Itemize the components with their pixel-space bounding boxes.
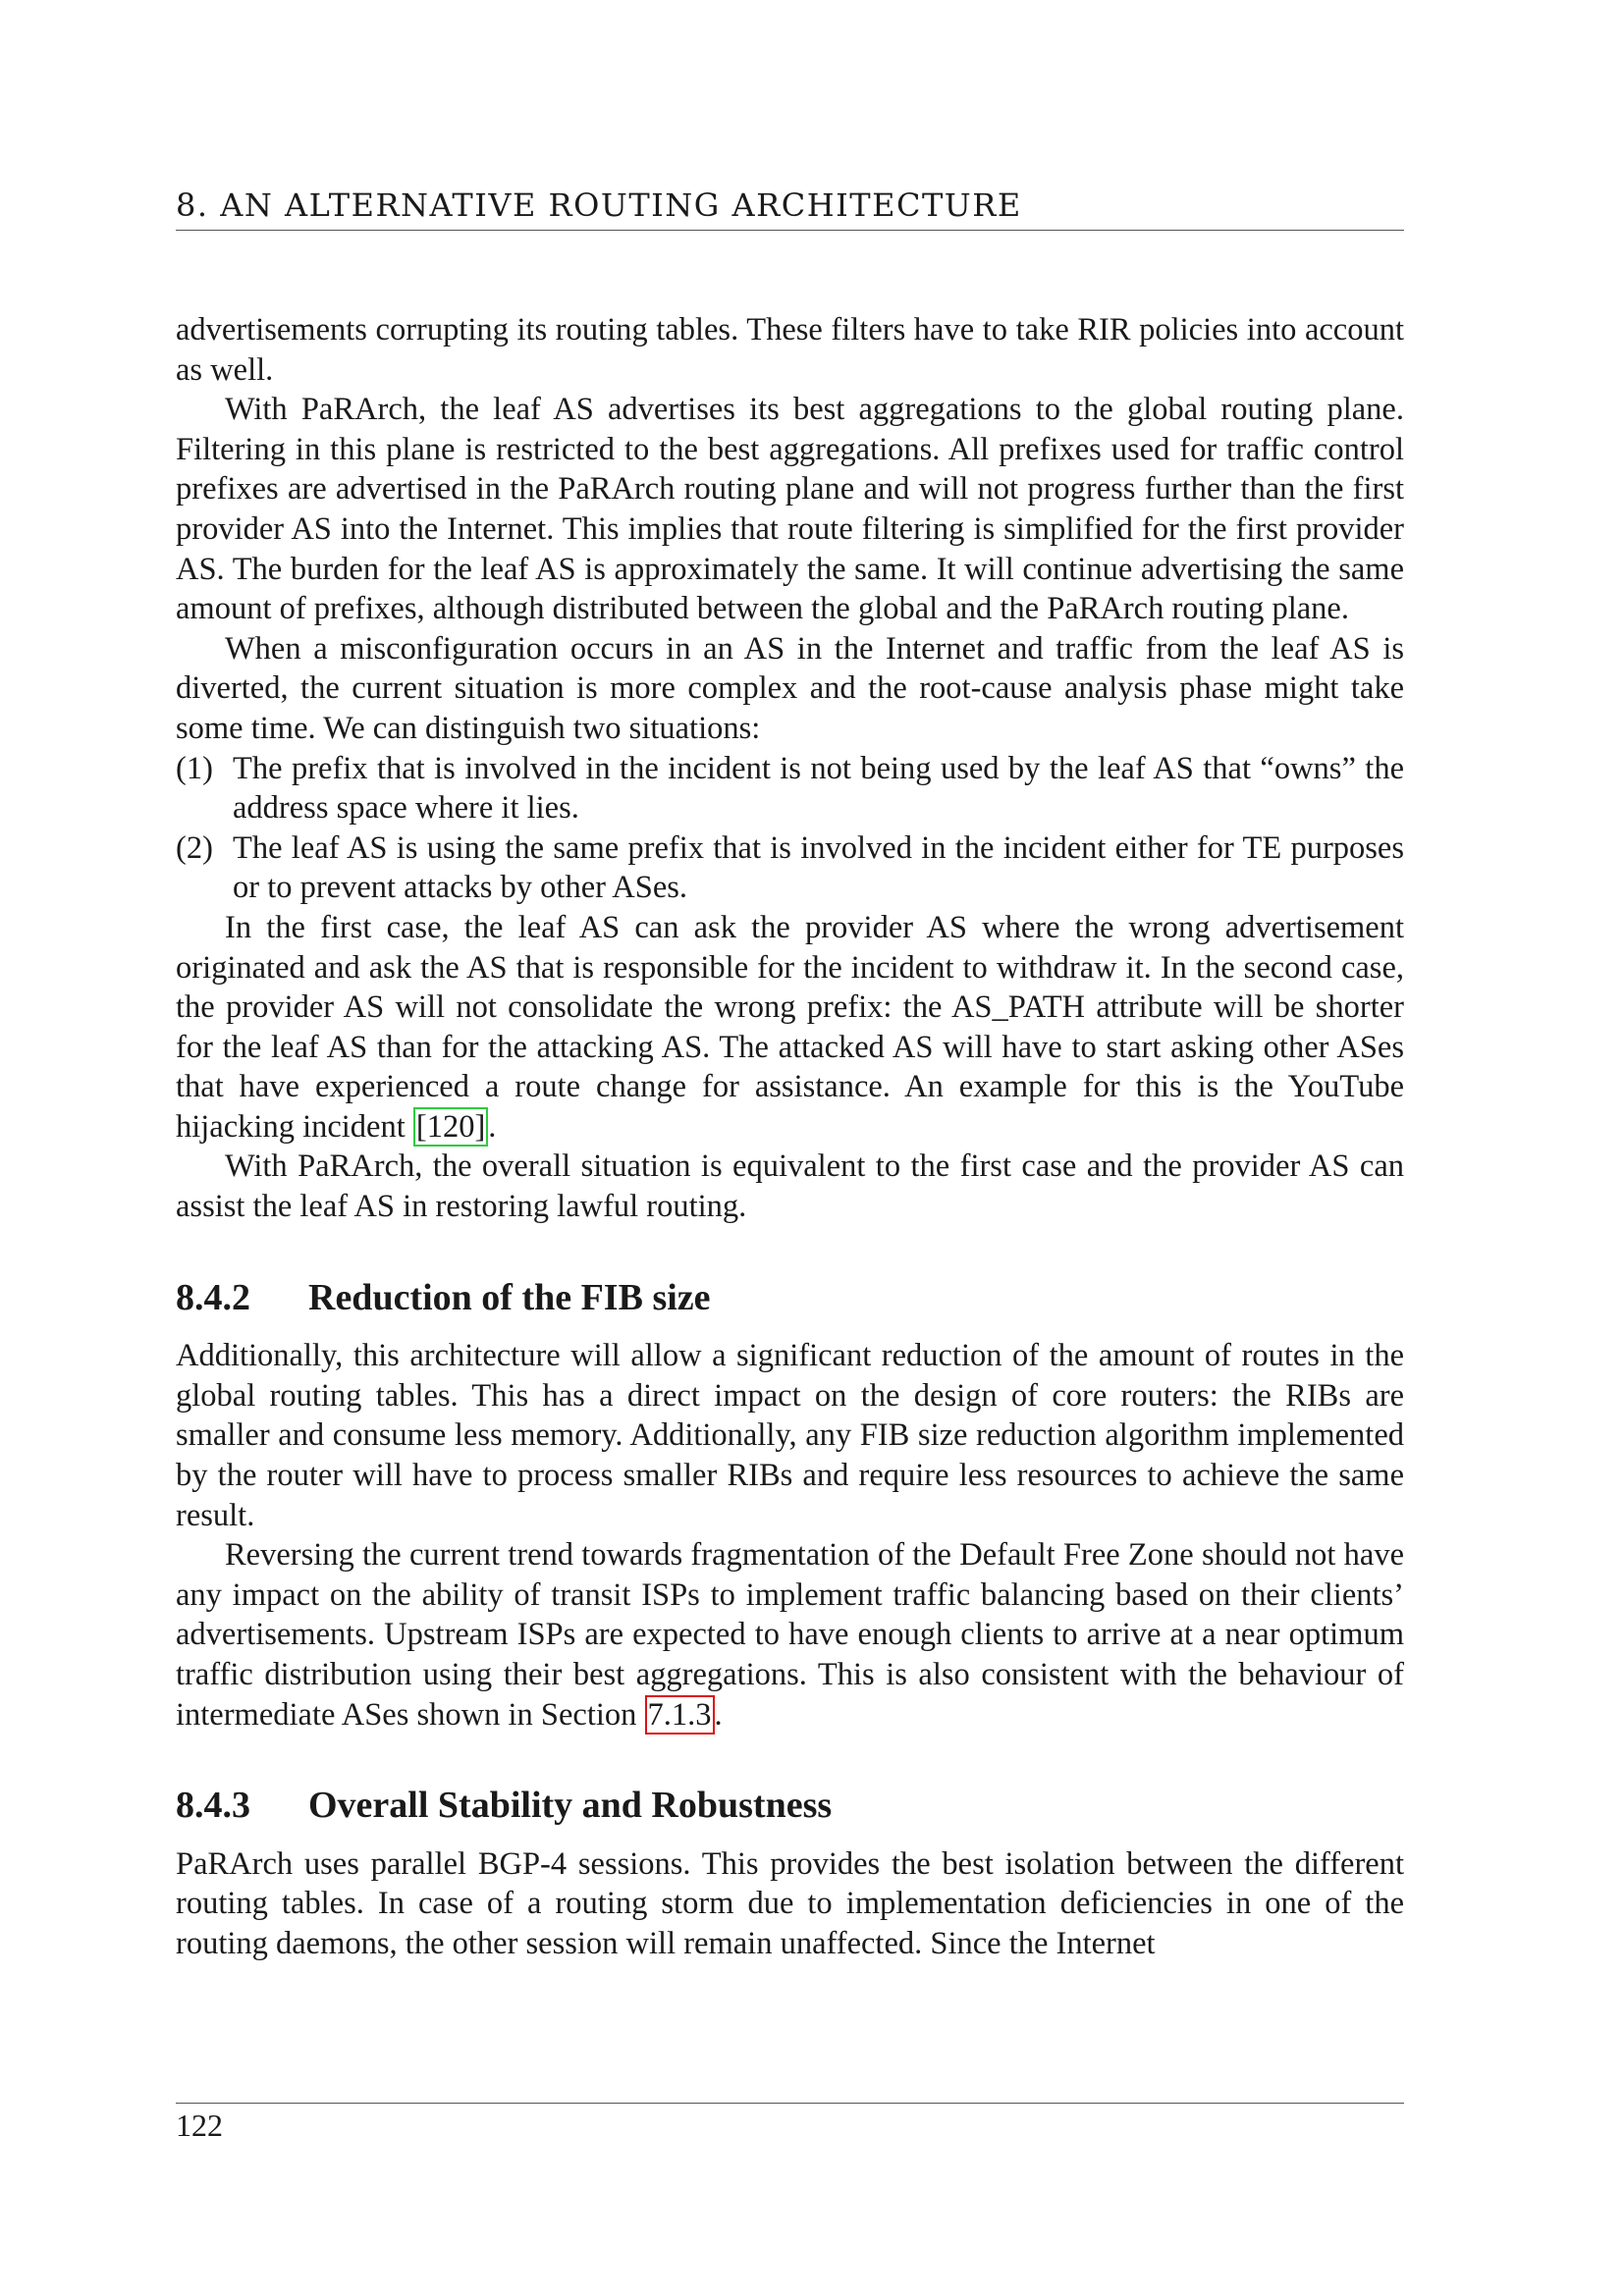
list-number: (1) — [176, 750, 213, 786]
list-item — [176, 749, 1404, 828]
punctuation: . — [714, 1696, 723, 1733]
citation-link[interactable]: [120] — [413, 1107, 488, 1147]
list-text: The prefix that is involved in the incident is not being used by the leaf AS that “owns” the address space where it lies. — [233, 750, 1404, 827]
section-heading — [176, 1786, 1404, 1826]
list-text: The leaf AS is using the same prefix that is involved in the incident either for TE purposes or to prevent attacks by other ASes. — [233, 829, 1404, 906]
section-number: 8.4.2 — [176, 1276, 250, 1318]
paragraph: When a misconfiguration occurs in an AS in the Internet and traffic from the leaf AS is diverted, the current situation is more complex and the root-cause analysis phase might take some time. We can distinguish two situations: — [176, 630, 1404, 746]
section-title: Reduction of the FIB size — [308, 1276, 711, 1318]
paragraph-text: In the first case, the leaf AS can ask the provider AS where the wrong advertisement originated and ask the AS that is responsible for the incident to withdraw it. In the second case, the provider AS will not consolidate the wrong prefix: the AS_PATH attribute will be shorter for the leaf AS than for the attacking AS. The attacked AS will have to start asking other ASes that have experienced a route change for assistance. An example for this is the YouTube hijacking incident — [176, 909, 1404, 1145]
section-title: Overall Stability and Robustness — [308, 1785, 833, 1827]
paragraph: advertisements corrupting its routing tables. These filters have to take RIR policies into account as well. — [176, 312, 1404, 388]
page-number: 122 — [176, 2108, 223, 2143]
paragraph: With PaRArch, the overall situation is equivalent to the first case and the provider AS can assist the leaf AS in restoring lawful routing. — [176, 1148, 1404, 1225]
section-number: 8.4.3 — [176, 1785, 250, 1827]
page-body — [176, 310, 1404, 1964]
paragraph — [176, 1535, 1404, 1735]
punctuation: . — [488, 1108, 497, 1145]
paragraph-text: Reversing the current trend towards fragmentation of the Default Free Zone should not have any impact on the ability of transit ISPs to implement traffic balancing based on their clients’ advertisements. Upstream ISPs are expected to have enough clients to arrive at a near optimum traffic distribution using their best aggregations. This is also consistent with the behaviour of intermediate ASes shown in Section — [176, 1537, 1404, 1733]
paragraph — [176, 908, 1404, 1148]
paragraph: With PaRArch, the leaf AS advertises its best aggregations to the global routing plane. Filtering in this plane is restricted to the best aggregations. All prefixes used for traffic control prefixes are advertised in the PaRArch routing plane and will not progress further than the first provider AS into the Internet. This implies that route filtering is simplified for the first provider AS. The burden for the leaf AS is approximately the same. It will continue advertising the same amount of prefixes, although distributed between the global and the PaRArch routing plane. — [176, 392, 1404, 627]
paragraph: Additionally, this architecture will allow a significant reduction of the amount of routes in the global routing tables. This has a direct impact on the design of core routers: the RIBs are smaller and consume less memory. Additionally, any FIB size reduction algorithm implemented by the router will have to process smaller RIBs and require less resources to achieve the same result. — [176, 1338, 1404, 1533]
paragraph: PaRArch uses parallel BGP-4 sessions. This provides the best isolation between the different routing tables. In case of a routing storm due to implementation deficiencies in one of the routing daemons, the other session will remain unaffected. Since the Internet — [176, 1845, 1404, 1961]
running-header: 8. AN ALTERNATIVE ROUTING ARCHITECTURE — [176, 187, 1404, 231]
section-reference-link[interactable]: 7.1.3 — [645, 1695, 715, 1735]
list-number: (2) — [176, 829, 213, 866]
section-heading — [176, 1278, 1404, 1318]
page-footer — [176, 2103, 1404, 2144]
list-item — [176, 828, 1404, 908]
